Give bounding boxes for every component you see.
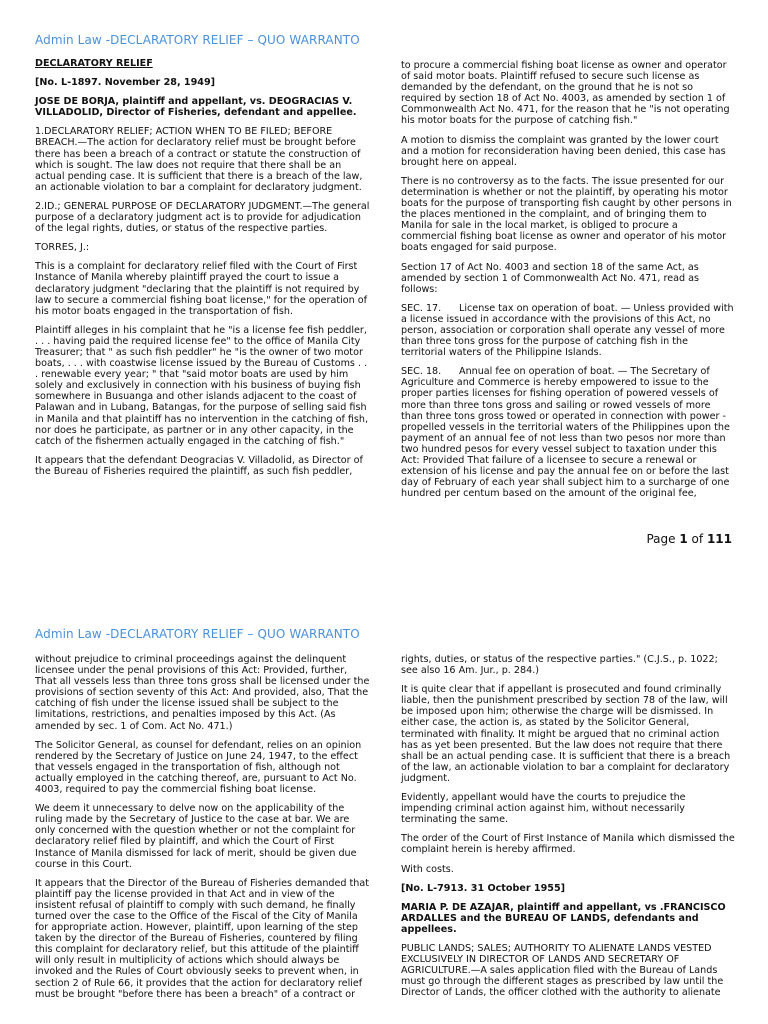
paragraph: It appears that the defendant Deogracias V. Villadolid, as Director of the Bureau of Fisheries required the plaintiff, as such fish peddler, [35,454,363,477]
section-text: Annual fee on operation of boat. — The Secretary of Agriculture and Commerce is hereby empowered to issue to the proper parties licenses for fishing operation of powered vessels of more than three tons gross and sailing or rowed vessels of more than three tons gross towed or operated in connection with power -propelled vessels in the territorial waters of the Philippines upon the payment of an annual fee of not less than two pesos nor more than two hundred pesos for every vessel subject to taxation under this Act: Provided That failure of a licensee to secure a renewal or extension of his license and pay the annual fee on or before the last day of February of each year shall subject him to a surcharge of one hundred per centum based on the amount of the original fee, [401,366,730,500]
paragraph: The Solicitor General, as counsel for defendant, relies on an opinion rendered by the Secretary of Justice on June 24, 1947, to the effect that vessels engaged in the transportation of fish, although not actually employed in the catching thereof, are, pursuant to Act No. 4003, required to pay the commercial fishing boat license. [35,739,362,796]
paragraph: PUBLIC LANDS; SALES; AUTHORITY TO ALIENATE LANDS VESTED EXCLUSIVELY IN DIRECTOR OF LANDS AND SECRETARY OF AGRICULTURE.—A sales application filed with the Bureau of Lands must go through the different stages as prescribed by law until the Director of Lands, the officer clothed with the authority to alienate [401,942,724,999]
page-gap [0,556,768,616]
paragraph: Evidently, appellant would have the courts to prejudice the impending criminal action against him, without necessarily terminating the same. [401,792,686,826]
paragraph: A motion to dismiss the complaint was granted by the lower court and a motion for reconsideration having been denied, this case has brought here on appeal. [401,134,726,168]
paragraph [401,303,735,358]
left-column [35,58,371,485]
paragraph: [No. L-7913. 31 October 1955] [401,882,566,894]
section-label: SEC. 18. [401,366,442,378]
section-label: SEC. 17. [401,302,442,314]
section-text: License tax on operation of boat. — Unless provided with a license issued in accordance with the provisions of this Act, no person, association or corporation shall operate any vessel of more than three tons gross for the purpose of catching fish in the territorial waters of the Philippine Islands. [401,302,734,359]
page-number: Page 1 of 111 [646,532,732,546]
paragraph: Plaintiff alleges in his complaint that he "is a license fee fish peddler, . . . having paid the required license fee" to the office of Manila City Treasurer; that " as such fish peddler" he "is the owner of two motor boats, . . . with coastwise license issued by the Bureau of Customs . . . renewable every year; " that "said motor boats are used by him solely and exclusively in connection with his business of buying fish somewhere in Busuanga and other islands adjacent to the coast of Palawan and in Lubang, Batangas, for the purpose of selling said fish in Manila and that plaintiff has no intervention in the catching of fish, nor does he participate, as partner or in any other capacity, in the catch of the fishermen actually engaged in the catching of fish." [35,324,369,447]
paragraph: With costs. [401,863,454,875]
right-column [401,654,735,1006]
paragraph: The order of the Court of First Instance of Manila which dismissed the complaint herein is hereby affirmed. [401,833,735,856]
paragraph: It appears that the Director of the Bureau of Fisheries demanded that plaintiff pay the license provided in that Act and in view of the insistent refusal of plaintiff to comply with such demand, he finally turned over the case to the Office of the Fiscal of the City of Manila for appropriate action. However, plaintiff, upon learning of the step taken by the director of the Bureau of Fisheries, countered by filing this complaint for declaratory relief, but this attitude of the plaintiff will only result in multiplicity of actions which should always be invoked and the Rules of Court obviously seeks to prevent when, in section 2 of Rule 66, it provides that the action for declaratory relief must be brought "before there has been a breach" of a contract or [35,877,370,1000]
left-column [35,654,371,1008]
paragraph: [No. L-1897. November 28, 1949] [35,77,216,89]
paragraph: 1.DECLARATORY RELIEF; ACTION WHEN TO BE FILED; BEFORE BREACH.—The action for declaratory relief must be brought before there has been a breach of a contract or statute the construction of which is sought. The law does not require that there shall be an actual pending case. It is sufficient that there is a breach of the law, an actionable violation to bar a complaint for declaratory judgment. [35,126,363,193]
document-page-2 [0,616,768,1024]
paragraph: MARIA P. DE AZAJAR, plaintiff and appellant, vs .FRANCISCO ARDALLES and the BUREAU OF LANDS, defendants and appellees. [401,901,726,935]
paragraph: JOSE DE BORJA, plaintiff and appellant, vs. DEOGRACIAS V. VILLADOLID, Director of Fisheries, defendant and appellee. [35,96,357,119]
page-header: Admin Law -DECLARATORY RELIEF – QUO WARRANTO [35,33,360,47]
page-header: Admin Law -DECLARATORY RELIEF – QUO WARRANTO [35,627,360,641]
paragraph: Section 17 of Act No. 4003 and section 18 of the same Act, as amended by section 1 of Commonwealth Act No. 471, read as follows: [401,261,700,295]
paragraph: without prejudice to criminal proceedings against the delinquent licensee under the penal provisions of this Act: Provided, further, That all vessels less than three tons gross shall be licensed under the provisions of section seventy of this Act: And provided, also, That the catching of fish under the license issued shall be subject to the limitations, restrictions, and penalties imposed by this Act. (As amended by sec. 1 of Com. Act No. 471.) [35,654,370,732]
paragraph [401,366,735,499]
paragraph: DECLARATORY RELIEF [35,58,153,69]
paragraph: It is quite clear that if appellant is prosecuted and found criminally liable, then the punishment prescribed by section 78 of the law, will be imposed upon him; otherwise the charge will be dismissed. In either case, the action is, as stated by the Solicitor General, terminated with finality. It might be argued that no criminal action has as yet been presented. But the law does not require that there shall be an actual pending case. It is sufficient that there is a breach of the law, an actionable violation to bar a complaint for declaratory judgment. [401,684,731,784]
paragraph: We deem it unnecessary to delve now on the applicability of the ruling made by the Secretary of Justice to the case at bar. We are only concerned with the question whether or not the complaint for declaratory relief filed by plaintiff, and which the Court of First Instance of Manila dismissed for lack of merit, should be given due course in this Court. [35,803,357,870]
paragraph: This is a complaint for declaratory relief filed with the Court of First Instance of Manila whereby plaintiff prayed the court to issue a declaratory judgment "declaring that the plaintiff is not required by law to secure a commercial fishing boat license," for the operation of his motor boats engaged in the transportation of fish. [35,261,368,317]
right-column [401,60,735,507]
paragraph: rights, duties, or status of the respective parties." (C.J.S., p. 1022; see also 16 Am. Jur., p. 284.) [401,654,718,677]
paragraph: 2.ID.; GENERAL PURPOSE OF DECLARATORY JUDGMENT.—The general purpose of a declaratory judgment act is to provide for adjudication of the legal rights, duties, or status of the respective parties. [35,200,370,235]
paragraph: TORRES, J.: [35,242,90,254]
paragraph: There is no controversy as to the facts. The issue presented for our determination is whether or not the plaintiff, by operating his motor boats for the purpose of transporting fish caught by other persons in the places mentioned in the complaint, and of bringing them to Manila for sale in the local market, is obliged to procure a commercial fishing boat license as owner and operator of his motor boats engaged for said purpose. [401,175,732,254]
paragraph: to procure a commercial fishing boat license as owner and operator of said motor boats. Plaintiff refused to secure such license as demanded by the defendant, on the ground that he is not so required by section 18 of Act No. 4003, as amended by section 1 of Commonwealth Act No. 471, for the reason that he "is not operating his motor boats for the purpose of catching fish." [401,60,730,127]
